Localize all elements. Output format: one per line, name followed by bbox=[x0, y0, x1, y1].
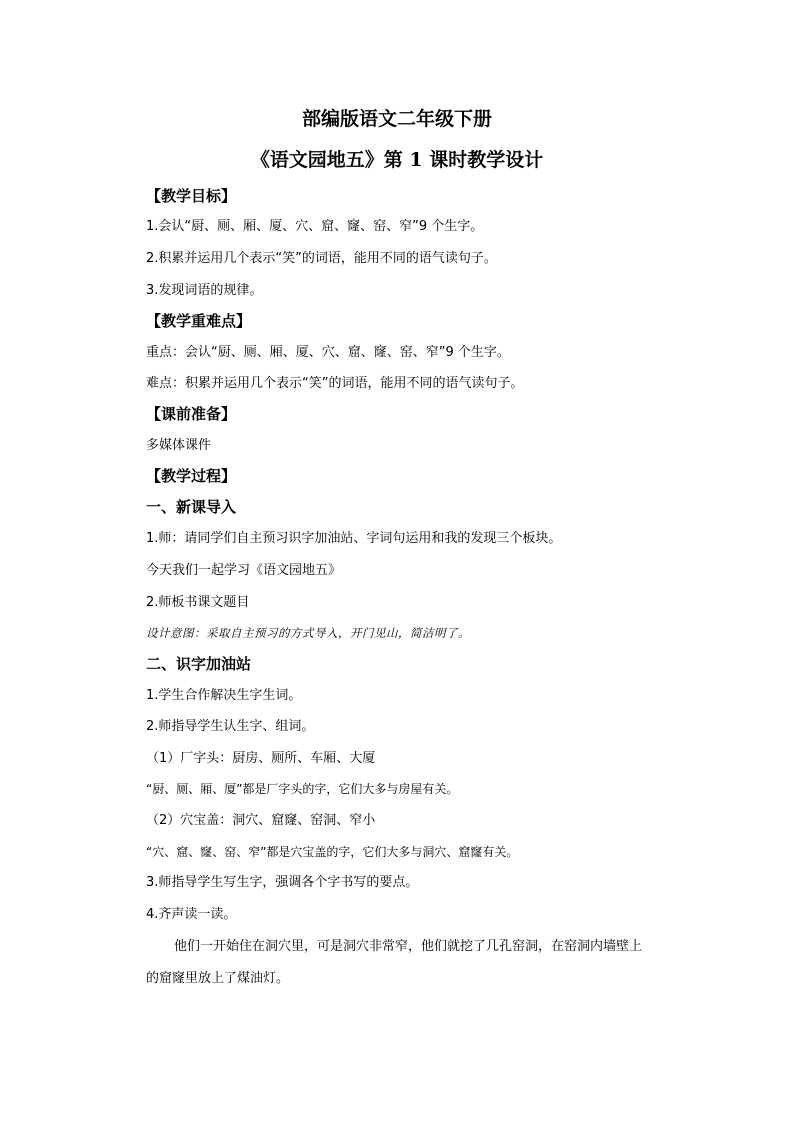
section-heading-key-points: 【教学重难点】 bbox=[146, 312, 252, 330]
section-heading-preparation: 【课前准备】 bbox=[146, 405, 237, 423]
process-part1-heading: 一、新课导入 bbox=[146, 498, 237, 516]
key-point-item: 重点：会认“厨、厕、厢、厦、穴、窟、窿、窑、窄”9 个生字。 bbox=[146, 345, 510, 360]
process-line: 2.师板书课文题目 bbox=[146, 595, 250, 610]
process-line: 1.学生合作解决生字生词。 bbox=[146, 688, 302, 703]
process-line: 3.师指导学生写生字，强调各个字书写的要点。 bbox=[146, 875, 419, 890]
process-line: “穴、窟、窿、窑、窄”都是穴宝盖的字，它们大多与洞穴、窟窿有关。 bbox=[146, 845, 519, 859]
preparation-text: 多媒体课件 bbox=[146, 438, 212, 453]
objective-item: 1.会认“厨、厕、厢、厦、穴、窟、窿、窑、窄”9 个生字。 bbox=[146, 219, 484, 234]
section-heading-process: 【教学过程】 bbox=[146, 467, 237, 485]
process-part2-heading: 二、识字加油站 bbox=[146, 655, 252, 673]
page-title: 部编版语文二年级下册 bbox=[301, 108, 492, 130]
page-subtitle: 《语文园地五》第 1 课时教学设计 bbox=[250, 149, 544, 171]
section-heading-objectives: 【教学目标】 bbox=[146, 187, 237, 205]
process-line: 1.师：请同学们自主预习识字加油站、字词句运用和我的发现三个板块。 bbox=[146, 531, 562, 546]
reading-paragraph-line: 的窟窿里放上了煤油灯。 bbox=[146, 971, 290, 986]
reading-paragraph-line: 他们一开始住在洞穴里，可是洞穴非常窄，他们就挖了几孔窑洞，在窑洞内墙壁上 bbox=[174, 939, 643, 954]
objective-item: 3.发现词语的规律。 bbox=[146, 283, 263, 298]
process-line: （1）厂字头：厨房、厕所、车厢、大厦 bbox=[146, 751, 376, 766]
objective-item: 2.积累并运用几个表示“笑”的词语，能用不同的语气读句子。 bbox=[146, 251, 497, 266]
key-point-item: 难点：积累并运用几个表示“笑”的词语，能用不同的语气读句子。 bbox=[146, 376, 524, 391]
process-line: 4.齐声读一读。 bbox=[146, 907, 237, 922]
design-intent-note: 设计意图：采取自主预习的方式导入，开门见山，简洁明了。 bbox=[146, 626, 470, 640]
process-line: （2）穴宝盖：洞穴、窟窿、窑洞、窄小 bbox=[146, 813, 376, 828]
process-line: 今天我们一起学习《语文园地五》 bbox=[146, 563, 342, 578]
process-line: 2.师指导学生认生字、组词。 bbox=[146, 719, 315, 734]
process-line: “厨、厕、厢、厦”都是厂字头的字，它们大多与房屋有关。 bbox=[146, 782, 459, 796]
